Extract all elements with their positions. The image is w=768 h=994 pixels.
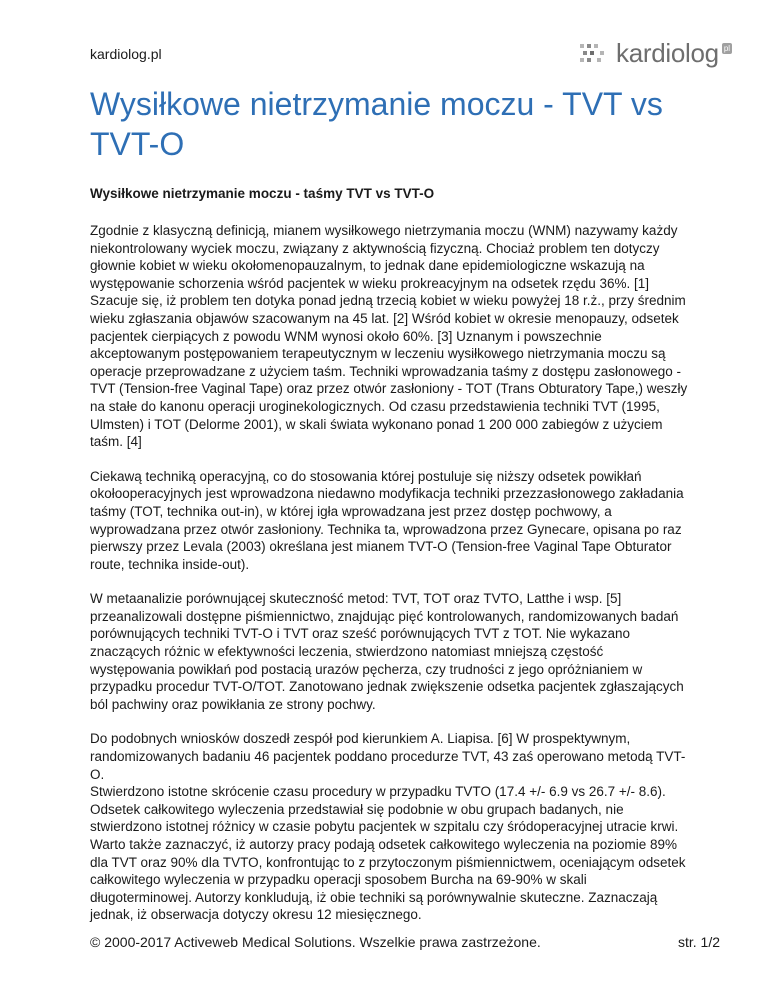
logo-dots-icon <box>578 40 612 68</box>
logo-badge: pl <box>723 44 731 53</box>
paragraph: Zgodnie z klasyczną definicją, mianem wysiłkowego nietrzymania moczu (WNM) nazywamy każdy niekontrolowany wyciek moczu, związany z aktywnością fizyczną. Chociaż problem ten dotyczy głownie kobiet w wieku okołomenopauzalnym, to jednak dane epidemiologiczne wskazują na występowanie schorzenia wśród pacjentek w wieku prokreacyjnym na odsetek rzędu 36%. [1] Szacuje się, iż problem ten dotyka ponad jedną trzecią kobiet w wieku powyżej 18 r.ż., przy średnim wieku zgłaszania objawów szacowanym na 45 lat. [2] Wśród kobiet w okresie menopauzy, odsetek pacjentek cierpiących z powodu WNM wynosi około 60%. [3] Uznanym i powszechnie akceptowanym postępowaniem terapeutycznym w leczeniu wysiłkowego nietrzymania moczu są operacje przeprowadzane z użyciem taśm. Techniki wprowadzania taśmy z dostępu zasłonowego - TVT (Tension-free Vaginal Tape) oraz przez otwór zasłoniony - TOT (Trans Obturatory Tape,) weszły na stałe do kanonu operacji uroginekologicznych. Od czasu przedstawienia techniki TVT (1995, Ulmsten) i TOT (Delorme 2001), w skali świata wykonano ponad 1 200 000 zabiegów z użyciem taśm. [4] <box>90 223 688 450</box>
kardiolog-logo <box>578 38 732 69</box>
article-subtitle: Wysiłkowe nietrzymanie moczu - taśmy TVT vs TVT-O <box>90 186 435 201</box>
paragraph: Ciekawą techniką operacyjną, co do stosowania której postuluje się niższy odsetek powikłań okołooperacyjnych jest wprowadzona niedawno modyfikacja techniki przezzasłonowego zakładania taśmy (TOT, technika out-in), w której igła wprowadzana jest przez dostęp pochwowy, a wyprowadzana przez otwór zasłoniony. Technika ta, wprowadzona przez Gynecare, opisana po raz pierwszy przez Levala (2003) określana jest mianem TVT-O (Tension-free Vaginal Tape Obturator route, technika inside-out). <box>90 468 684 572</box>
footer-copyright: © 2000-2017 Activeweb Medical Solutions. Wszelkie prawa zastrzeżone. <box>90 934 541 950</box>
paragraph: W metaanalizie porównującej skuteczność metod: TVT, TOT oraz TVTO, Latthe i wsp. [5] przeanalizowali dostępne piśmiennictwo, znajdując pięć kontrolowanych, randomizowanych badań porównujących techniki TVT-O i TVT oraz sześć porównujących TVT z TOT. Nie wykazano znaczących różnic w efektywności leczenia, stwierdzono natomiast mniejszą częstość występowania powikłań pod postacią urazów pęcherza, czy trudności z jego opróżnianiem w przypadku procedur TVT-O/TOT. Zanotowano jednak zwiększenie odsetka pacjentek zgłaszających ból pachwiny oraz powikłania ze strony pochwy. <box>90 591 684 712</box>
logo-word: kardiolog <box>616 38 719 68</box>
article-title: Wysiłkowe nietrzymanie moczu - TVT vs TVT-O <box>90 86 663 162</box>
paragraph: Do podobnych wniosków doszedł zespół pod kierunkiem A. Liapisa. [6] W prospektywnym, randomizowanych badaniu 46 pacjentek poddano procedurze TVT, 43 zaś operowano metodą TVT-O. Stwierdzono istotne skrócenie czasu procedury w przypadku TVTO (17.4 +/- 6.9 vs 26.7 +/- 8.6). Odsetek całkowitego wyleczenia przedstawiał się podobnie w obu grupach badanych, nie stwierdzono istotnej różnicy w czasie pobytu pacjentek w szpitalu czy śródoperacyjnej utracie krwi. Warto także zaznaczyć, iż autorzy pracy podają odsetek całkowitego wyleczenia na poziomie 89% dla TVT oraz 90% dla TVTO, konfrontując to z przytoczonym piśmiennictwem, oceniającym odsetek całkowitego wyleczenia w przypadku operacji sposobem Burcha na 69-90% w skali długoterminowej. Autorzy konkludują, iż obie techniki są porównywalnie skuteczne. Zaznaczają jednak, iż obserwacja dotyczy okresu 12 miesięcznego. <box>90 731 686 923</box>
article-body <box>90 222 690 941</box>
page-number: str. 1/2 <box>677 934 720 950</box>
site-name: kardiolog.pl <box>90 46 162 62</box>
